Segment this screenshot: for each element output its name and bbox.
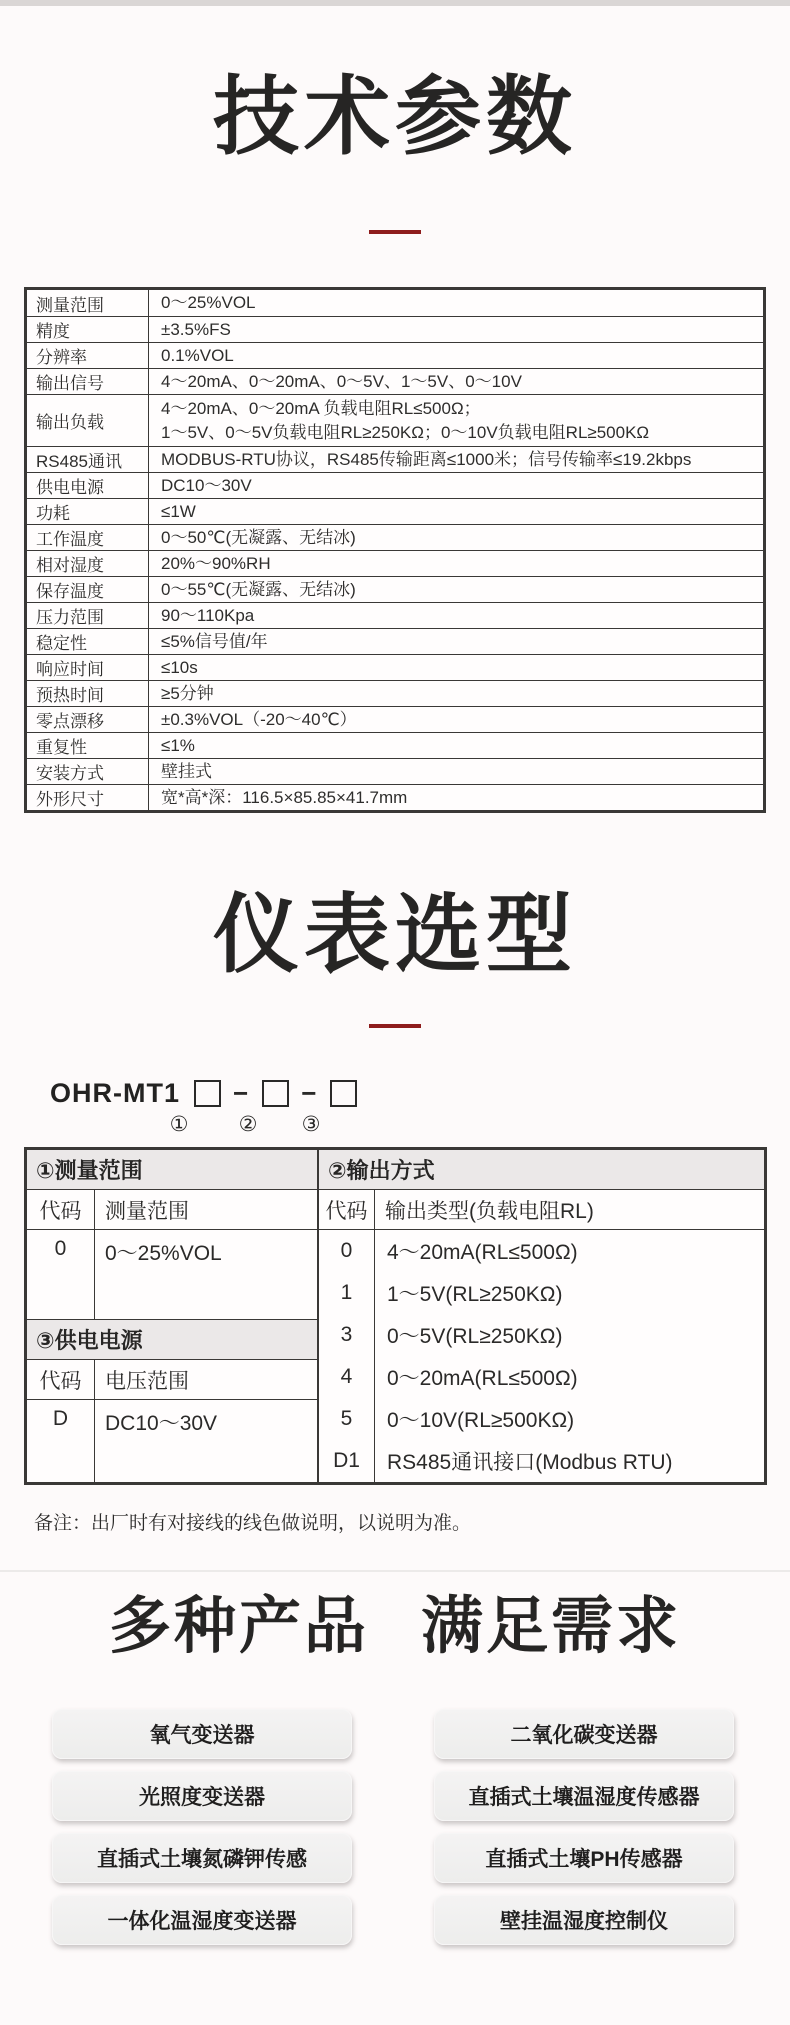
products-grid (52, 1709, 734, 1945)
spec-table (24, 287, 766, 813)
spec-label: 输出信号 (27, 369, 149, 394)
spec-value: 0.1%VOL (161, 345, 234, 365)
power-value: DC10～30V (105, 1412, 218, 1435)
circled-number-3: ③ (301, 1113, 321, 1136)
spec-value: ≤1W (161, 501, 196, 521)
output-value: RS485通讯接口(Modbus RTU) (387, 1451, 673, 1474)
spec-row (27, 706, 763, 732)
output-value: 0～20mA(RL≤500Ω) (387, 1367, 578, 1390)
circled-number-1: ① (169, 1113, 189, 1136)
circled-number-2: ② (238, 1113, 258, 1136)
spec-row (27, 732, 763, 758)
column-header-voltage: 电压范围 (105, 1369, 189, 1393)
spec-row (27, 316, 763, 342)
power-block-header: ③供电电源 (27, 1320, 317, 1360)
spec-label: 工作温度 (27, 525, 149, 550)
spec-row (27, 342, 763, 368)
spec-value: 90～110Kpa (161, 605, 255, 625)
spec-row (27, 758, 763, 784)
output-code: 3 (340, 1323, 353, 1346)
red-underline-decoration (369, 1024, 421, 1028)
spec-value: MODBUS-RTU协议，RS485传输距离≤1000米；信号传输率≤19.2kbps (161, 449, 692, 469)
spec-row (27, 394, 763, 446)
spec-row (27, 446, 763, 472)
spec-value: 20%～90%RH (161, 553, 271, 573)
output-value: 0～10V(RL≥500KΩ) (387, 1409, 575, 1432)
output-value: 0～5V(RL≥250KΩ) (387, 1325, 563, 1348)
product-button[interactable]: 二氧化碳变送器 (434, 1709, 734, 1759)
product-button[interactable]: 氧气变送器 (52, 1709, 352, 1759)
spec-row (27, 472, 763, 498)
column-header-code: 代码 (27, 1360, 95, 1399)
output-code: 5 (340, 1407, 353, 1430)
spec-label: 保存温度 (27, 577, 149, 602)
output-code-column (319, 1230, 375, 1482)
model-code-box-3 (330, 1080, 357, 1107)
spec-row (27, 680, 763, 706)
column-header-range: 测量范围 (105, 1199, 189, 1223)
range-value: 0～25%VOL (105, 1242, 222, 1265)
spec-label: RS485通讯 (27, 447, 149, 472)
spec-label: 功耗 (27, 499, 149, 524)
model-dash: − (301, 1078, 317, 1108)
selection-table-right (319, 1150, 764, 1482)
output-code: 0 (340, 1239, 353, 1262)
spec-row (27, 654, 763, 680)
spec-value: DC10～30V (161, 475, 252, 495)
output-block-columns (319, 1190, 764, 1230)
spec-label: 输出负载 (27, 395, 149, 446)
red-underline-decoration (369, 230, 421, 234)
model-code-box-2 (262, 1080, 289, 1107)
spec-label: 分辨率 (27, 343, 149, 368)
range-row (27, 1230, 317, 1320)
power-code: D (27, 1400, 95, 1482)
spec-value: ±0.3%VOL（-20～40℃） (161, 709, 357, 729)
spec-label: 精度 (27, 317, 149, 342)
spec-label: 相对湿度 (27, 551, 149, 576)
product-button[interactable]: 壁挂温湿度控制仪 (434, 1895, 734, 1945)
spec-row (27, 576, 763, 602)
spec-value: 4～20mA、0～20mA 负载电阻RL≤500Ω； (161, 398, 481, 418)
spec-value: ≤10s (161, 657, 198, 677)
spec-value: 0～55℃(无凝露、无结冰) (161, 579, 356, 599)
spec-value: 0～25%VOL (161, 293, 256, 312)
top-gray-bar (0, 0, 790, 6)
spec-row (27, 498, 763, 524)
spec-row (27, 628, 763, 654)
spec-row (27, 602, 763, 628)
products-heading-left: 多种产品 (108, 1592, 369, 1661)
spec-row (27, 550, 763, 576)
spec-label: 预热时间 (27, 681, 149, 706)
spec-row (27, 784, 763, 810)
range-block-header: ①测量范围 (27, 1150, 317, 1190)
spec-label: 重复性 (27, 733, 149, 758)
output-rows (319, 1230, 764, 1482)
spec-label: 稳定性 (27, 629, 149, 654)
output-code: D1 (333, 1449, 360, 1472)
spec-value: ≥5分钟 (161, 683, 214, 703)
selection-table-left (27, 1150, 319, 1482)
footnote: 备注：出厂时有对接线的线色做说明，以说明为准。 (34, 1513, 472, 1534)
spec-row (27, 290, 763, 316)
output-value-column (375, 1230, 764, 1482)
products-heading (0, 1590, 790, 1664)
product-button[interactable]: 光照度变送器 (52, 1771, 352, 1821)
spec-value: 0～50℃(无凝露、无结冰) (161, 527, 356, 547)
product-button[interactable]: 一体化温湿度变送器 (52, 1895, 352, 1945)
power-row (27, 1400, 317, 1482)
model-code-box-1 (194, 1080, 221, 1107)
output-block-header: ②输出方式 (319, 1150, 764, 1190)
model-code-line (50, 1078, 357, 1109)
model-dash: − (233, 1078, 249, 1108)
spec-label: 压力范围 (27, 603, 149, 628)
spec-label: 响应时间 (27, 655, 149, 680)
spec-row (27, 524, 763, 550)
spec-label: 供电电源 (27, 473, 149, 498)
spec-label: 测量范围 (27, 290, 149, 316)
spec-label: 安装方式 (27, 759, 149, 784)
spec-value: ±3.5%FS (161, 319, 231, 339)
output-value: 4～20mA(RL≤500Ω) (387, 1241, 578, 1264)
selection-table (24, 1147, 767, 1485)
section-title-model-selection: 仪表选型 (213, 887, 577, 983)
column-header-code: 代码 (27, 1190, 95, 1229)
column-header-output-type: 输出类型(负载电阻RL) (385, 1199, 594, 1223)
spec-value: 壁挂式 (161, 761, 212, 781)
spec-row (27, 368, 763, 394)
product-button[interactable]: 直插式土壤氮磷钾传感 (52, 1833, 352, 1883)
spec-label: 外形尺寸 (27, 785, 149, 810)
product-button[interactable]: 直插式土壤温湿度传感器 (434, 1771, 734, 1821)
spec-value-line2: 1～5V、0～5V负载电阻RL≥250KΩ；0～10V负载电阻RL≥500KΩ (161, 422, 650, 442)
column-header-code: 代码 (319, 1190, 375, 1229)
power-block-columns (27, 1360, 317, 1400)
spec-value: ≤5%信号值/年 (161, 631, 268, 651)
output-code: 1 (340, 1281, 353, 1304)
output-value: 1～5V(RL≥250KΩ) (387, 1283, 563, 1306)
spec-label: 零点漂移 (27, 707, 149, 732)
section-divider (0, 1570, 790, 1572)
range-block-columns (27, 1190, 317, 1230)
spec-value: 宽*高*深：116.5×85.85×41.7mm (161, 787, 408, 807)
section-title-tech-params: 技术参数 (213, 69, 577, 165)
product-button[interactable]: 直插式土壤PH传感器 (434, 1833, 734, 1883)
range-code: 0 (27, 1230, 95, 1319)
products-heading-right: 满足需求 (421, 1592, 682, 1661)
spec-value: 4～20mA、0～20mA、0～5V、1～5V、0～10V (161, 371, 522, 391)
model-prefix: OHR-MT1 (50, 1078, 180, 1108)
spec-value: ≤1% (161, 735, 195, 755)
output-code: 4 (340, 1365, 353, 1388)
